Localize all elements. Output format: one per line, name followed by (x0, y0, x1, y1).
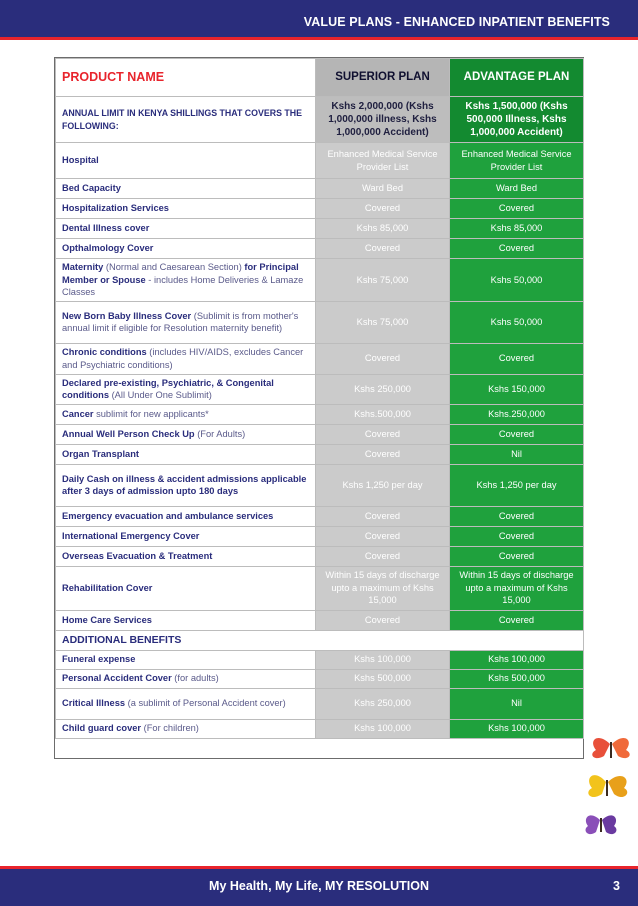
benefit-name (56, 374, 316, 404)
benefit-name (56, 546, 316, 566)
table-row (56, 526, 584, 546)
benefit-name (56, 610, 316, 630)
benefit-note: (For Adults) (194, 428, 246, 439)
superior-value: Enhanced Medical Service Provider List (316, 143, 450, 179)
benefit-name (56, 669, 316, 688)
benefit-title: Daily Cash on illness & accident admissions applicable after 3 days of admission upto 180 days (62, 473, 307, 496)
benefit-title: Overseas Evacuation & Treatment (62, 550, 213, 561)
superior-value: Kshs 100,000 (316, 650, 450, 669)
benefit-note: sublimit for new applicants* (93, 408, 209, 419)
benefit-note: (for adults) (171, 673, 219, 684)
table-row (56, 650, 584, 669)
col-header-advantage: ADVANTAGE PLAN (450, 59, 584, 97)
benefit-title: Dental Illness cover (62, 223, 150, 234)
benefit-title: Emergency evacuation and ambulance services (62, 510, 274, 521)
benefit-title: International Emergency Cover (62, 530, 200, 541)
benefit-note: (All Under One Sublimit) (109, 390, 212, 400)
benefits-table (55, 58, 584, 739)
superior-value: Covered (316, 444, 450, 464)
table-row (56, 259, 584, 302)
benefit-title: Cancer (62, 408, 94, 419)
footer-bar (0, 866, 638, 906)
advantage-value: Within 15 days of discharge upto a maximum of Kshs 15,000 (450, 566, 584, 610)
butterfly-icon (588, 775, 627, 797)
superior-value: Kshs 75,000 (316, 301, 450, 343)
table-row (56, 444, 584, 464)
superior-value: Covered (316, 610, 450, 630)
advantage-value: Ward Bed (450, 179, 584, 199)
benefit-title: Home Care Services (62, 614, 152, 625)
superior-value: Covered (316, 239, 450, 259)
benefit-name (56, 719, 316, 738)
benefit-title: Bed Capacity (62, 183, 121, 194)
advantage-value: Covered (450, 610, 584, 630)
table-row (56, 179, 584, 199)
benefit-title-extra: for Principal Member or Spouse (62, 262, 299, 285)
header-accent-line (0, 37, 638, 40)
benefit-name (56, 464, 316, 506)
advantage-value: Kshs 100,000 (450, 650, 584, 669)
table-row (56, 424, 584, 444)
benefit-title: Maternity (62, 262, 104, 272)
annual-limit-label: ANNUAL LIMIT IN KENYA SHILLINGS THAT COVERS THE FOLLOWING: (56, 97, 316, 143)
benefit-name (56, 424, 316, 444)
benefit-title: Hospital (62, 155, 99, 166)
benefit-name (56, 506, 316, 526)
superior-value: Within 15 days of discharge upto a maximum of Kshs 15,000 (316, 566, 450, 610)
benefit-name (56, 219, 316, 239)
benefit-name (56, 199, 316, 219)
advantage-value: Kshs 50,000 (450, 259, 584, 302)
advantage-value: Kshs 1,250 per day (450, 464, 584, 506)
footer-slogan: My Health, My Life, MY RESOLUTION (209, 879, 429, 893)
additional-benefits-heading: ADDITIONAL BENEFITS (56, 630, 584, 650)
table-row (56, 506, 584, 526)
benefit-title: New Born Baby Illness Cover (62, 310, 192, 321)
advantage-value: Covered (450, 546, 584, 566)
superior-value: Covered (316, 199, 450, 219)
benefit-title: Rehabilitation Cover (62, 582, 153, 593)
table-row (56, 374, 584, 404)
superior-value: Kshs 1,250 per day (316, 464, 450, 506)
table-row (56, 719, 584, 738)
table-row (56, 199, 584, 219)
benefit-name (56, 688, 316, 719)
superior-value: Covered (316, 546, 450, 566)
superior-value: Kshs 500,000 (316, 669, 450, 688)
benefit-title: Hospitalization Services (62, 203, 169, 214)
butterfly-icon (586, 815, 617, 834)
advantage-value: Kshs 500,000 (450, 669, 584, 688)
benefit-name (56, 566, 316, 610)
benefit-title: Personal Accident Cover (62, 673, 172, 684)
col-header-product: PRODUCT NAME (56, 59, 316, 97)
annual-limit-superior: Kshs 2,000,000 (Kshs 1,000,000 illness, Kshs 1,000,000 Accident) (316, 97, 450, 143)
butterflies-illustration (580, 730, 638, 850)
benefit-note: (includes HIV/AIDS, excludes Cancer and Psychiatric conditions) (62, 347, 304, 370)
benefit-name (56, 143, 316, 179)
benefit-name (56, 239, 316, 259)
benefit-note: (For children) (141, 723, 199, 734)
advantage-value: Covered (450, 343, 584, 374)
benefit-note: (Normal and Caesarean Section) (103, 262, 245, 272)
table-row (56, 464, 584, 506)
header-bar (0, 0, 638, 40)
advantage-value: Covered (450, 239, 584, 259)
benefit-title: Declared pre-existing, Psychiatric, & Congenital conditions (62, 377, 274, 400)
col-header-superior: SUPERIOR PLAN (316, 59, 450, 97)
benefit-name (56, 526, 316, 546)
advantage-value: Covered (450, 199, 584, 219)
table-row (56, 143, 584, 179)
benefit-name (56, 301, 316, 343)
table-row (56, 546, 584, 566)
advantage-value: Covered (450, 526, 584, 546)
table-row (56, 301, 584, 343)
table-row (56, 688, 584, 719)
superior-value: Covered (316, 343, 450, 374)
page-header-title: VALUE PLANS - ENHANCED INPATIENT BENEFITS (303, 15, 610, 29)
superior-value: Kshs 75,000 (316, 259, 450, 302)
superior-value: Kshs 250,000 (316, 688, 450, 719)
table-header-row (56, 59, 584, 97)
superior-value: Ward Bed (316, 179, 450, 199)
annual-limit-advantage: Kshs 1,500,000 (Kshs 500,000 Illness, Kshs 1,000,000 Accident) (450, 97, 584, 143)
table-row (56, 404, 584, 424)
table-row (56, 566, 584, 610)
superior-value: Kshs 250,000 (316, 374, 450, 404)
benefit-title: Organ Transplant (62, 448, 139, 459)
benefit-name (56, 444, 316, 464)
benefit-name (56, 343, 316, 374)
benefit-name (56, 404, 316, 424)
table-row (56, 669, 584, 688)
benefit-name (56, 650, 316, 669)
benefit-title: Annual Well Person Check Up (62, 428, 195, 439)
footer-accent-line (0, 866, 638, 869)
advantage-value: Kshs 100,000 (450, 719, 584, 738)
benefit-title: Funeral expense (62, 654, 136, 665)
advantage-value: Nil (450, 444, 584, 464)
table-row (56, 219, 584, 239)
table-row (56, 610, 584, 630)
benefit-name (56, 179, 316, 199)
benefit-title: Chronic conditions (62, 347, 147, 357)
advantage-value: Covered (450, 506, 584, 526)
advantage-value: Kshs.250,000 (450, 404, 584, 424)
advantage-value: Kshs 150,000 (450, 374, 584, 404)
advantage-value: Covered (450, 424, 584, 444)
benefit-title: Critical Illness (62, 698, 126, 709)
superior-value: Kshs.500,000 (316, 404, 450, 424)
advantage-value: Kshs 85,000 (450, 219, 584, 239)
superior-value: Kshs 100,000 (316, 719, 450, 738)
annual-limit-row (56, 97, 584, 143)
butterfly-icon (592, 738, 629, 758)
table-row (56, 239, 584, 259)
additional-benefits-row (56, 630, 584, 650)
benefit-title: Opthalmology Cover (62, 243, 154, 254)
advantage-value: Nil (450, 688, 584, 719)
superior-value: Kshs 85,000 (316, 219, 450, 239)
benefits-table-frame (54, 57, 584, 759)
table-row (56, 343, 584, 374)
benefit-title: Child guard cover (62, 723, 142, 734)
superior-value: Covered (316, 526, 450, 546)
benefit-note: (a sublimit of Personal Accident cover) (125, 698, 286, 709)
page-number: 3 (613, 879, 620, 893)
benefit-note-extra: - includes Home Deliveries & Lamaze Classes (62, 274, 304, 297)
advantage-value: Enhanced Medical Service Provider List (450, 143, 584, 179)
benefit-note: (Sublimit is from mother's annual limit if eligible for Resolution maternity benefit) (62, 310, 299, 333)
advantage-value: Kshs 50,000 (450, 301, 584, 343)
superior-value: Covered (316, 424, 450, 444)
benefit-name (56, 259, 316, 302)
superior-value: Covered (316, 506, 450, 526)
